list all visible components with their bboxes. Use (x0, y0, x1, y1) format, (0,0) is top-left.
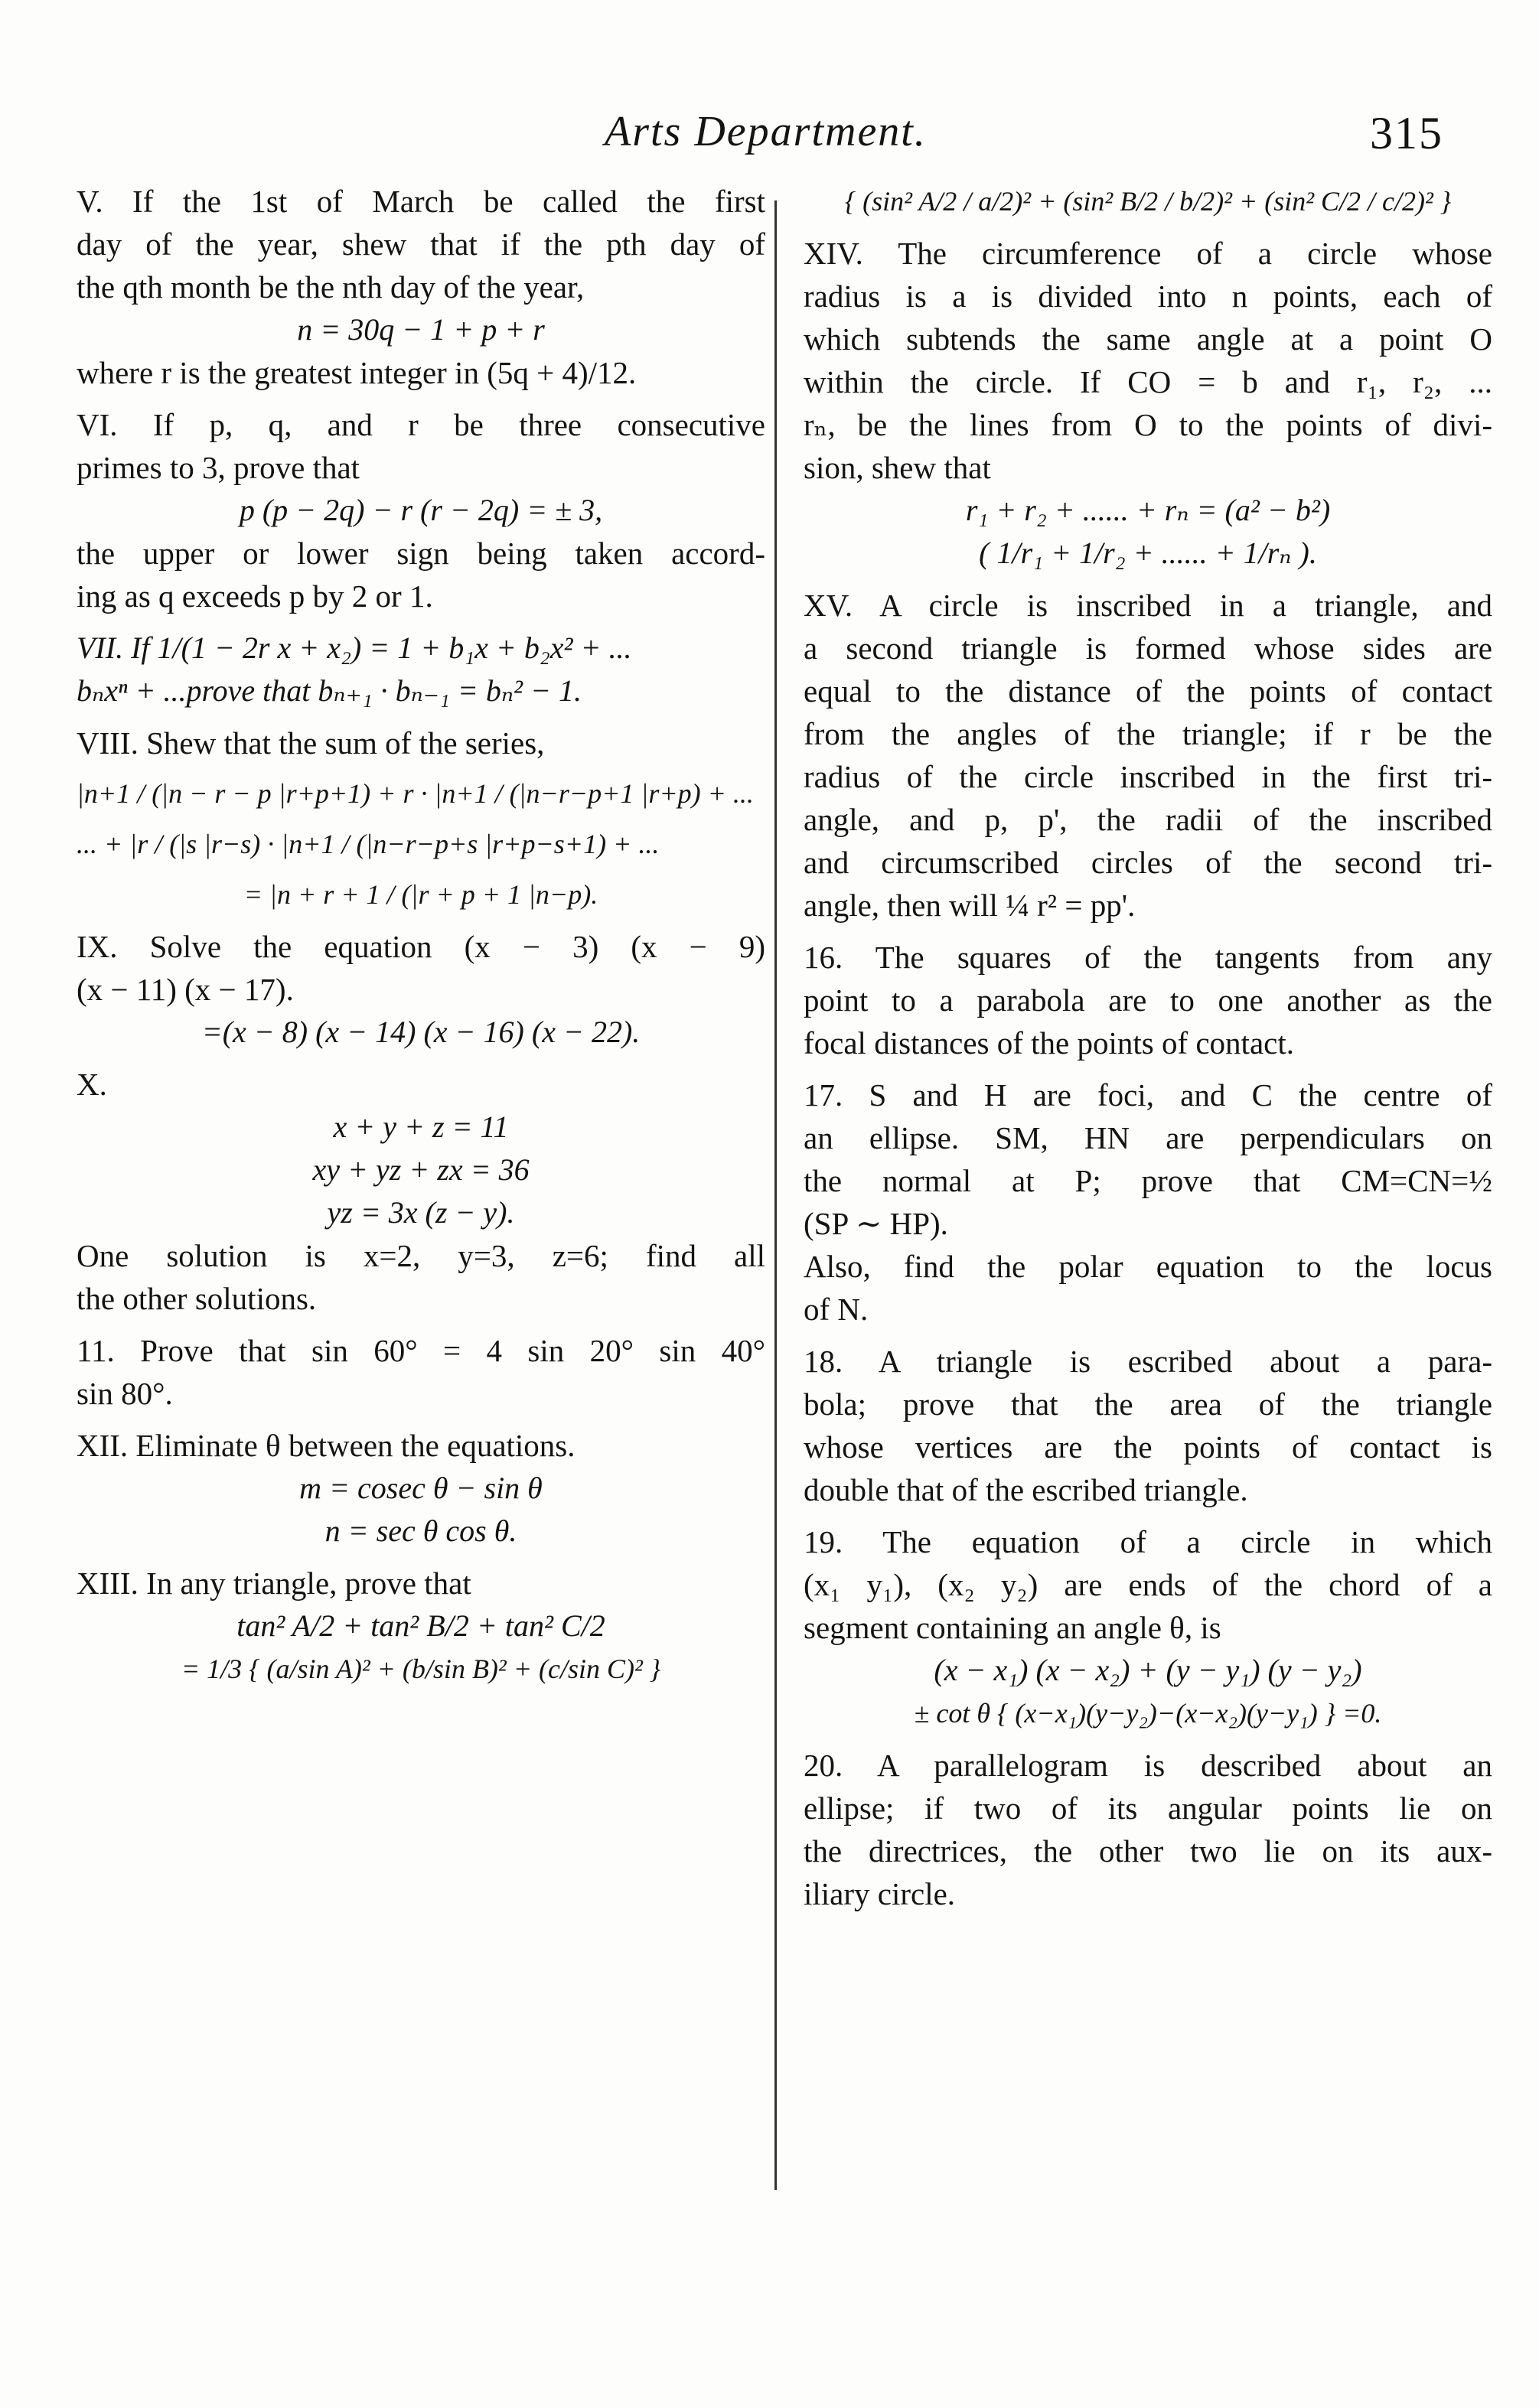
text-line: from the angles of the triangle; if r be the (804, 716, 1492, 751)
text-line: 16. The squares of the tangents from any (804, 940, 1492, 975)
equation: ± cot θ { (x−x₁)(y−y₂)−(x−x₂)(y−y₁) } =0. (914, 1698, 1382, 1729)
problem-vi (77, 403, 765, 617)
problem-v (77, 180, 765, 394)
text-line: angle, and p, p', the radii of the inscribed (804, 802, 1492, 837)
equation: = 1/3 { (a/sin A)² + (b/sin B)² + (c/sin C)² } (181, 1654, 661, 1684)
text-line: point to a parabola are to one another as the (804, 982, 1492, 1018)
text-line: XII. Eliminate θ between the equations. (77, 1428, 575, 1463)
problem-18 (804, 1340, 1492, 1511)
problem-xi (77, 1329, 765, 1415)
text-line: XIV. The circumference of a circle whose (804, 236, 1492, 271)
text-line: ellipse; if two of its angular points lie on (804, 1791, 1492, 1826)
text-line: iliary circle. (804, 1876, 956, 1911)
text-line: where r is the greatest integer in (5q + 4)/12. (77, 355, 637, 390)
text-line: segment containing an angle θ, is (804, 1610, 1221, 1645)
text-line: VIII. Shew that the sum of the series, (77, 725, 545, 761)
text-line: 11. Prove that sin 60° = 4 sin 20° sin 40° (77, 1333, 765, 1368)
text-line: XV. A circle is inscribed in a triangle, and (804, 588, 1492, 623)
text-line: primes to 3, prove that (77, 450, 360, 485)
text-line: angle, then will ¼ r² = pp'. (804, 888, 1136, 923)
text-line: sin 80°. (77, 1376, 173, 1411)
problem-viii (77, 722, 765, 916)
page-number: 315 (1370, 108, 1443, 158)
problem-16 (804, 936, 1492, 1064)
problem-ix (77, 925, 765, 1054)
equation: m = cosec θ − sin θ (299, 1471, 543, 1505)
text-line: XIII. In any triangle, prove that (77, 1566, 471, 1601)
equation: bₙxⁿ + ...prove that bₙ₊₁ · bₙ₋₁ = bₙ² − 1. (77, 673, 582, 708)
text-line: VI. If p, q, and r be three consecutive (77, 407, 765, 442)
text-line: the directrices, the other two lie on its aux- (804, 1833, 1492, 1869)
problem-xii (77, 1424, 765, 1553)
text-line: an ellipse. SM, HN are perpendiculars on (804, 1120, 1492, 1155)
text-line: (x − 11) (x − 17). (77, 972, 294, 1007)
equation: n = 30q − 1 + p + r (297, 312, 545, 347)
text-line: Also, find the polar equation to the locus (804, 1249, 1492, 1284)
text-line: the upper or lower sign being taken accord- (77, 536, 765, 571)
equation: VII. If 1/(1 − 2r x + x₂) = 1 + b₁x + b₂x² + ... (77, 631, 632, 665)
problem-vii (77, 627, 765, 712)
right-column (804, 180, 1492, 1924)
equation: r₁ + r₂ + ...... + rₙ = (a² − b²) (965, 493, 1331, 527)
text-line: 20. A parallelogram is described about an (804, 1748, 1492, 1783)
equation: (x − x₁) (x − x₂) + (y − y₁) (y − y₂) (934, 1653, 1362, 1687)
text-line: rₙ, be the lines from O to the points of divi- (804, 407, 1492, 442)
equation: |n+1 / (|n − r − p |r+p+1) + r · |n+1 / (|n−r−p+1 |r+p) + ... (77, 778, 754, 809)
equation: xy + yz + zx = 36 (312, 1152, 530, 1187)
text-line: the normal at P; prove that CM=CN=½ (804, 1163, 1492, 1198)
text-line: 19. The equation of a circle in which (804, 1524, 1492, 1559)
text-line: (SP ∼ HP). (804, 1206, 948, 1241)
left-column (77, 180, 765, 1699)
text-line: V. If the 1st of March be called the first (77, 184, 765, 219)
problem-xiii-continued (804, 180, 1492, 223)
equation: p (p − 2q) − r (r − 2q) = ± 3, (239, 493, 603, 527)
equation: tan² A/2 + tan² B/2 + tan² C/2 (236, 1608, 605, 1643)
problem-17 (804, 1074, 1492, 1331)
text-line: a second triangle is formed whose sides are (804, 631, 1492, 666)
text-line: the qth month be the nth day of the year, (77, 269, 585, 305)
text-line: whose vertices are the points of contact is (804, 1429, 1492, 1465)
problem-label: X. (77, 1067, 107, 1102)
text-line: and circumscribed circles of the second tri- (804, 845, 1492, 880)
text-line: double that of the escribed triangle. (804, 1472, 1248, 1507)
text-line: 17. S and H are foci, and C the centre of (804, 1077, 1492, 1113)
text-line: radius is a is divided into n points, each of (804, 279, 1492, 314)
text-line: ing as q exceeds p by 2 or 1. (77, 578, 433, 614)
text-line: IX. Solve the equation (x − 3) (x − 9) (77, 929, 765, 964)
equation: x + y + z = 11 (333, 1110, 509, 1144)
text-line: 18. A triangle is escribed about a para- (804, 1344, 1492, 1379)
text-line: sion, shew that (804, 450, 991, 485)
text-line: day of the year, shew that if the pth day of (77, 226, 765, 262)
text-line: of N. (804, 1292, 869, 1327)
equation: ( 1/r₁ + 1/r₂ + ...... + 1/rₙ ). (979, 536, 1317, 570)
equation: =(x − 8) (x − 14) (x − 16) (x − 22). (201, 1015, 641, 1049)
text-line: within the circle. If CO = b and r₁, r₂, ... (804, 364, 1492, 399)
problem-19 (804, 1520, 1492, 1735)
text-line: One solution is x=2, y=3, z=6; find all (77, 1238, 765, 1273)
equation: yz = 3x (z − y). (327, 1195, 515, 1230)
page-header-title: Arts Department. (605, 108, 927, 155)
text-line: (x₁ y₁), (x₂ y₂) are ends of the chord of a (804, 1567, 1492, 1602)
text-line: which subtends the same angle at a point O (804, 321, 1492, 357)
text-line: the other solutions. (77, 1281, 317, 1316)
problem-xv (804, 584, 1492, 927)
text-line: radius of the circle inscribed in the first tri- (804, 759, 1492, 794)
problem-xiv (804, 232, 1492, 575)
equation: = |n + r + 1 / (|r + p + 1 |n−p). (243, 879, 598, 910)
problem-x (77, 1063, 765, 1320)
text-line: bola; prove that the area of the triangle (804, 1386, 1492, 1422)
column-divider (774, 200, 777, 2190)
equation: ... + |r / (|s |r−s) · |n+1 / (|n−r−p+s |r+p−s+1) + ... (77, 829, 660, 859)
problem-20 (804, 1744, 1492, 1915)
problem-xiii (77, 1562, 765, 1690)
equation: n = sec θ cos θ. (324, 1514, 517, 1548)
equation: { (sin² A/2 / a/2)² + (sin² B/2 / b/2)² + (sin² C/2 / c/2)² } (844, 186, 1452, 217)
text-line: focal distances of the points of contact. (804, 1025, 1294, 1061)
text-line: equal to the distance of the points of contact (804, 673, 1492, 709)
